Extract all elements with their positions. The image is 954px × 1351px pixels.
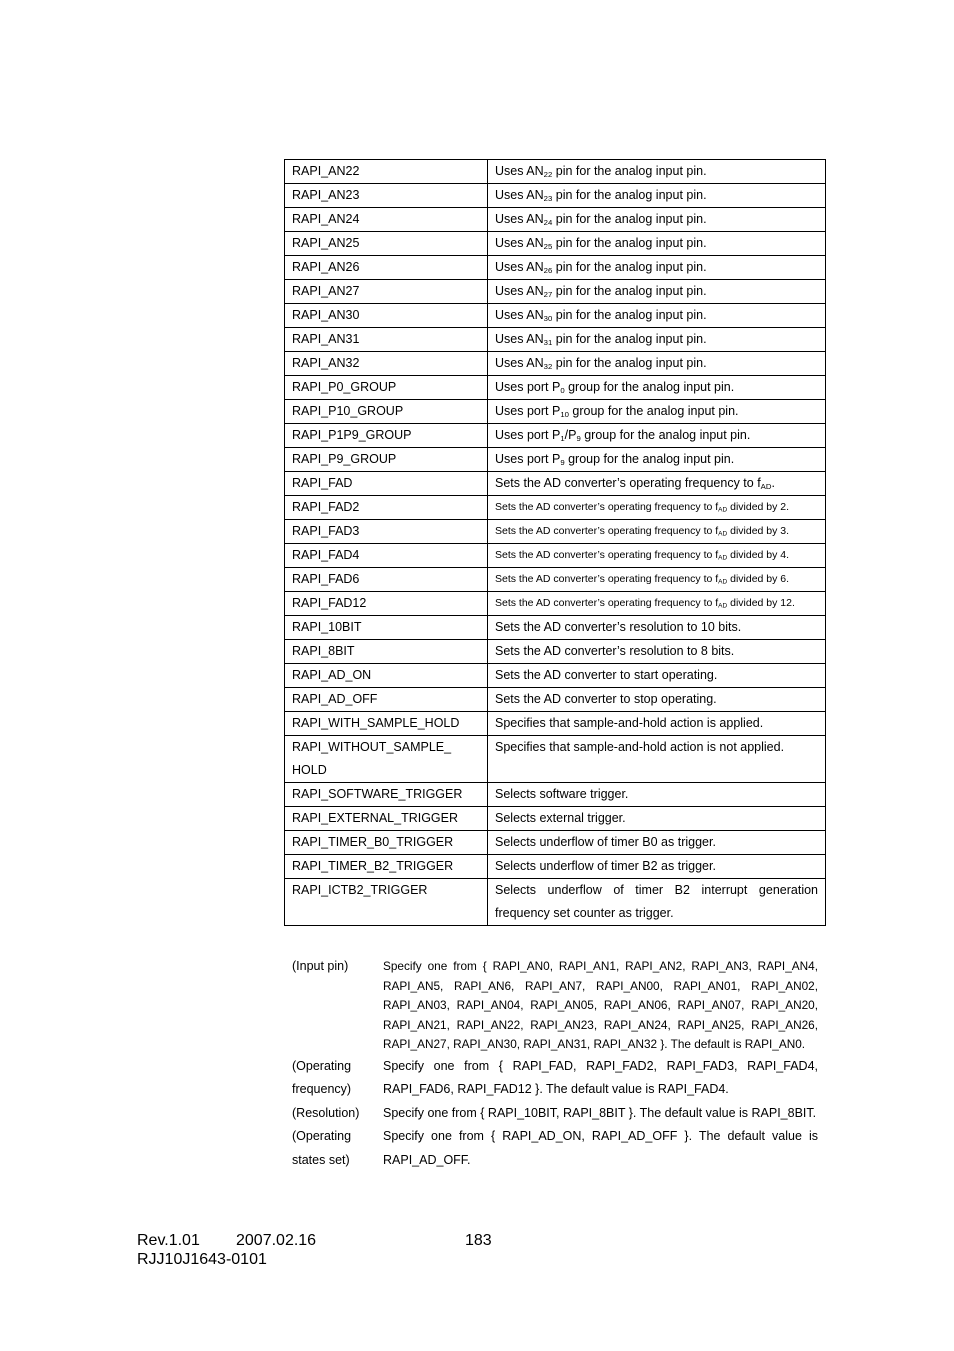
description-cell <box>488 376 826 400</box>
table-row <box>285 232 826 256</box>
description-cell <box>488 736 826 783</box>
page-footer <box>137 1231 316 1269</box>
note-description: Specify one from { RAPI_FAD, RAPI_FAD2, RAPI_FAD3, RAPI_FAD4, RAPI_FAD6, RAPI_FAD12 }. The default value is RAPI_FAD4. <box>383 1058 818 1096</box>
table-row <box>285 304 826 328</box>
table-row <box>285 688 826 712</box>
description-text: group for the analog input pin. <box>568 404 739 418</box>
description-cell <box>488 807 826 831</box>
constant-name-cell: RAPI_FAD6 <box>285 568 488 592</box>
table-row <box>285 855 826 879</box>
description-text: Uses AN <box>495 284 544 298</box>
description-cell <box>488 232 826 256</box>
table-row <box>285 879 826 926</box>
description-cell <box>488 208 826 232</box>
constant-name-cell: RAPI_FAD3 <box>285 520 488 544</box>
description-cell <box>488 879 826 926</box>
description-cell <box>488 855 826 879</box>
constant-name-cell: RAPI_AN24 <box>285 208 488 232</box>
revision-date: 2007.02.16 <box>236 1232 317 1249</box>
definitions-table <box>284 159 826 926</box>
subscript: AD <box>718 602 728 610</box>
table-row <box>285 616 826 640</box>
note-term: (Operating frequency) <box>292 1058 352 1096</box>
footer-revision-line <box>137 1231 316 1250</box>
description-text: Sets the AD converter’s operating frequency to f <box>495 476 761 490</box>
note-term: (Operating states set) <box>292 1129 352 1167</box>
note-term: (Input pin) <box>292 959 349 973</box>
table-row <box>285 807 826 831</box>
description-cell <box>488 783 826 807</box>
description-cell <box>488 831 826 855</box>
description-text: Uses AN <box>495 260 544 274</box>
note-description: Specify one from { RAPI_AN0, RAPI_AN1, RAPI_AN2, RAPI_AN3, RAPI_AN4, RAPI_AN5, RAPI_AN6, RAPI_AN7, RAPI_AN00, RAPI_AN01, RAPI_AN02, RAPI_AN03, RAPI_AN04, RAPI_AN05, RAPI_AN06, RAPI_AN07, RAPI_AN20, RAPI_AN21, RAPI_AN22, RAPI_AN23, RAPI_AN24, RAPI_AN25, RAPI_AN26, RAPI_AN27, RAPI_AN30, RAPI_AN31, RAPI_AN32 }. The default is RAPI_AN0. <box>383 959 818 1051</box>
table-row <box>285 280 826 304</box>
note-operating-frequency <box>292 1055 818 1102</box>
subscript: AD <box>718 554 728 562</box>
subscript: AD <box>718 506 728 514</box>
description-text: Sets the AD converter to stop operating. <box>495 692 717 706</box>
constant-name-cell: RAPI_SOFTWARE_TRIGGER <box>285 783 488 807</box>
description-text: Sets the AD converter’s operating frequency to f <box>495 549 719 561</box>
description-cell <box>488 400 826 424</box>
description-cell <box>488 568 826 592</box>
constant-name-cell: RAPI_AN22 <box>285 160 488 184</box>
description-text: Selects external trigger. <box>495 811 626 825</box>
description-text: pin for the analog input pin. <box>552 164 707 178</box>
table-row <box>285 640 826 664</box>
table-row <box>285 256 826 280</box>
description-text: Specifies that sample-and-hold action is not applied. <box>495 740 785 754</box>
description-cell <box>488 184 826 208</box>
table-row <box>285 448 826 472</box>
constant-name-cell: RAPI_FAD4 <box>285 544 488 568</box>
subscript: 30 <box>543 313 553 323</box>
constant-name-cell: RAPI_EXTERNAL_TRIGGER <box>285 807 488 831</box>
subscript: 24 <box>543 217 553 227</box>
description-text: Uses AN <box>495 188 544 202</box>
constant-name-cell: RAPI_WITHOUT_SAMPLE_ HOLD <box>285 736 488 783</box>
description-cell <box>488 616 826 640</box>
description-text: Uses AN <box>495 308 544 322</box>
description-cell <box>488 160 826 184</box>
constant-name-cell: RAPI_P9_GROUP <box>285 448 488 472</box>
constant-name-cell: RAPI_P10_GROUP <box>285 400 488 424</box>
description-text: Sets the AD converter to start operating. <box>495 668 718 682</box>
description-cell <box>488 544 826 568</box>
description-text: Sets the AD converter’s operating frequency to f <box>495 597 719 609</box>
description-text: Selects underflow of timer B2 interrupt generation frequency set counter as trigger. <box>495 883 818 920</box>
description-cell <box>488 424 826 448</box>
constant-name-cell: RAPI_WITH_SAMPLE_HOLD <box>285 712 488 736</box>
description-text: pin for the analog input pin. <box>552 188 707 202</box>
table-row <box>285 208 826 232</box>
table-row <box>285 160 826 184</box>
note-description: Specify one from { RAPI_10BIT, RAPI_8BIT }. The default value is RAPI_8BIT. <box>383 1105 817 1120</box>
description-cell <box>488 280 826 304</box>
subscript: AD <box>718 578 728 586</box>
description-text: group for the analog input pin. <box>564 452 735 466</box>
subscript: 1 <box>560 433 565 443</box>
table-row <box>285 664 826 688</box>
description-text: pin for the analog input pin. <box>552 260 707 274</box>
subscript: 10 <box>560 409 569 419</box>
document-id: RJJ10J1643-0101 <box>137 1251 267 1268</box>
description-text: Selects underflow of timer B2 as trigger. <box>495 859 716 873</box>
description-text: Selects underflow of timer B0 as trigger. <box>495 835 716 849</box>
table-row <box>285 783 826 807</box>
table-row <box>285 568 826 592</box>
constant-name-cell: RAPI_P0_GROUP <box>285 376 488 400</box>
description-text: Uses AN <box>495 164 544 178</box>
description-text: . <box>771 476 775 490</box>
description-cell <box>488 496 826 520</box>
description-text: Sets the AD converter’s operating frequency to f <box>495 501 719 513</box>
subscript: AD <box>718 530 728 538</box>
subscript: 22 <box>543 169 553 179</box>
description-text: Specifies that sample-and-hold action is applied. <box>495 716 764 730</box>
constant-name-cell: RAPI_ICTB2_TRIGGER <box>285 879 488 926</box>
table-row <box>285 328 826 352</box>
description-text: pin for the analog input pin. <box>552 332 707 346</box>
constant-name-cell: RAPI_AN25 <box>285 232 488 256</box>
description-cell <box>488 472 826 496</box>
description-text: divided by 6. <box>727 573 790 585</box>
description-text: Uses AN <box>495 356 544 370</box>
table-row <box>285 184 826 208</box>
description-text: Uses port P <box>495 380 561 394</box>
description-text: divided by 3. <box>727 525 790 537</box>
subscript: 0 <box>560 385 565 395</box>
note-term: (Resolution) <box>292 1105 360 1120</box>
note-operating-states <box>292 1125 818 1172</box>
table-row <box>285 352 826 376</box>
table-row <box>285 736 826 783</box>
description-text: divided by 2. <box>727 501 790 513</box>
constant-name-cell: RAPI_AN27 <box>285 280 488 304</box>
subscript: 9 <box>560 457 565 467</box>
table-row <box>285 831 826 855</box>
description-cell <box>488 520 826 544</box>
constant-name-cell: RAPI_AN31 <box>285 328 488 352</box>
constant-name-cell: RAPI_TIMER_B2_TRIGGER <box>285 855 488 879</box>
revision-label: Rev.1.01 <box>137 1232 200 1249</box>
table-row <box>285 520 826 544</box>
subscript: 25 <box>543 241 553 251</box>
description-text: Sets the AD converter’s resolution to 8 bits. <box>495 644 735 658</box>
subscript: 26 <box>543 265 553 275</box>
subscript: 32 <box>543 361 553 371</box>
description-cell <box>488 304 826 328</box>
table-row <box>285 472 826 496</box>
description-cell <box>488 592 826 616</box>
constant-name-cell: RAPI_AD_OFF <box>285 688 488 712</box>
table-row <box>285 400 826 424</box>
description-text: /P <box>564 428 577 442</box>
note-input-pin <box>292 957 818 1055</box>
constant-name-cell: RAPI_10BIT <box>285 616 488 640</box>
page-number: 183 <box>465 1232 492 1249</box>
description-text: Selects software trigger. <box>495 787 629 801</box>
constant-name-cell: RAPI_AN23 <box>285 184 488 208</box>
description-text: divided by 12. <box>727 597 795 609</box>
note-description: Specify one from { RAPI_AD_ON, RAPI_AD_OFF }. The default value is RAPI_AD_OFF. <box>383 1129 818 1167</box>
constant-name-cell: RAPI_TIMER_B0_TRIGGER <box>285 831 488 855</box>
description-text: divided by 4. <box>727 549 790 561</box>
description-text: pin for the analog input pin. <box>552 308 707 322</box>
parameter-notes <box>292 957 818 1172</box>
constant-name-cell: RAPI_AD_ON <box>285 664 488 688</box>
constant-name-cell: RAPI_FAD <box>285 472 488 496</box>
description-text: group for the analog input pin. <box>564 380 735 394</box>
description-text: pin for the analog input pin. <box>552 284 707 298</box>
description-text: Uses AN <box>495 236 544 250</box>
table-row <box>285 544 826 568</box>
description-cell <box>488 352 826 376</box>
table-row <box>285 592 826 616</box>
description-text: Uses port P <box>495 428 561 442</box>
table-row <box>285 424 826 448</box>
constant-name-cell: RAPI_8BIT <box>285 640 488 664</box>
table-row <box>285 496 826 520</box>
description-cell <box>488 664 826 688</box>
subscript: 27 <box>543 289 553 299</box>
description-cell <box>488 688 826 712</box>
description-cell <box>488 712 826 736</box>
description-text: pin for the analog input pin. <box>552 356 707 370</box>
subscript: AD <box>760 481 772 491</box>
table-row <box>285 712 826 736</box>
note-resolution <box>292 1102 818 1126</box>
constant-name-cell: RAPI_P1P9_GROUP <box>285 424 488 448</box>
constant-name-cell: RAPI_AN32 <box>285 352 488 376</box>
description-text: Sets the AD converter’s resolution to 10 bits. <box>495 620 742 634</box>
description-text: Uses port P <box>495 404 561 418</box>
description-cell <box>488 256 826 280</box>
description-text: Uses AN <box>495 332 544 346</box>
description-cell <box>488 640 826 664</box>
subscript: 9 <box>576 433 581 443</box>
description-text: Uses port P <box>495 452 561 466</box>
description-text: Uses AN <box>495 212 544 226</box>
definitions-table-body <box>285 160 826 926</box>
subscript: 31 <box>543 337 553 347</box>
description-text: pin for the analog input pin. <box>552 236 707 250</box>
description-cell <box>488 448 826 472</box>
constant-name-cell: RAPI_FAD12 <box>285 592 488 616</box>
description-text: Sets the AD converter’s operating frequency to f <box>495 573 719 585</box>
description-text: pin for the analog input pin. <box>552 212 707 226</box>
description-text: Sets the AD converter’s operating frequency to f <box>495 525 719 537</box>
description-cell <box>488 328 826 352</box>
subscript: 23 <box>543 193 553 203</box>
constant-name-cell: RAPI_AN26 <box>285 256 488 280</box>
constant-name-cell: RAPI_FAD2 <box>285 496 488 520</box>
description-text: group for the analog input pin. <box>580 428 751 442</box>
constant-name-cell: RAPI_AN30 <box>285 304 488 328</box>
table-row <box>285 376 826 400</box>
